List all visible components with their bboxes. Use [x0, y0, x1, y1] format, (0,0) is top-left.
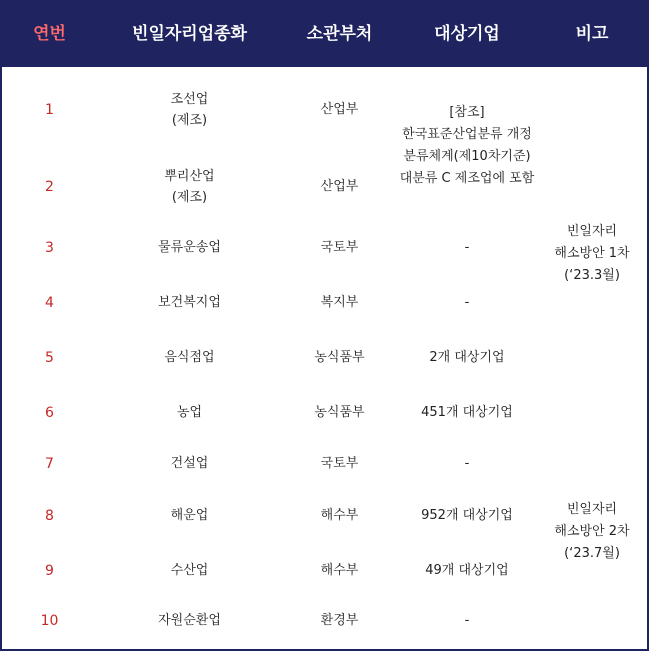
remark-line: 빈일자리: [566, 224, 618, 239]
reference-note: [397, 102, 537, 190]
ministry-name: 환경부: [320, 613, 359, 628]
industry-name: 음식점업: [164, 350, 215, 365]
row-number: 7: [45, 456, 54, 472]
ministry-name: 산업부: [320, 179, 359, 194]
target-count: -: [464, 456, 470, 471]
header-industry: 빈일자리업종화: [132, 24, 247, 44]
target-count: -: [464, 240, 470, 255]
industry-name: 물류운송업: [158, 240, 221, 255]
ministry-name: 복지부: [320, 295, 359, 310]
row-number: 6: [45, 405, 54, 421]
target-count: 2개 대상기업: [429, 350, 505, 365]
ministry-name: 농식품부: [314, 350, 365, 365]
ministry-name: 해수부: [320, 508, 359, 523]
remark-line: 빈일자리: [566, 502, 618, 517]
row-number: 2: [45, 179, 54, 195]
row-number: 5: [45, 350, 54, 366]
row-number: 1: [45, 102, 54, 118]
industry-subtype: (제조): [171, 113, 208, 128]
remark-phase1: [537, 221, 647, 287]
ministry-name: 산업부: [320, 102, 359, 117]
ministry-name: 국토부: [320, 240, 359, 255]
industry-name: 보건복지업: [158, 295, 221, 310]
target-count: 49개 대상기업: [425, 563, 509, 578]
target-count: 451개 대상기업: [421, 405, 513, 420]
ministry-name: 해수부: [320, 563, 359, 578]
header-target: 대상기업: [434, 24, 500, 44]
reference-note-line: 한국표준산업분류 개정: [402, 127, 532, 142]
remark-line: 해소방안 1차: [554, 246, 630, 261]
target-count: -: [464, 613, 470, 628]
reference-note-line: 분류체계(제10차기준): [403, 149, 531, 164]
industry-name: 해운업: [170, 508, 209, 523]
header-no: 연번: [33, 24, 66, 44]
industry-name: 농업: [176, 405, 203, 420]
ministry-name: 국토부: [320, 456, 359, 471]
row-number: 3: [45, 240, 54, 256]
row-number: 10: [40, 613, 59, 629]
row-number: 9: [45, 563, 54, 579]
row-number: 4: [45, 295, 54, 311]
header-ministry: 소관부처: [306, 24, 373, 44]
table-header: [2, 2, 647, 67]
remark-phase2: [537, 499, 647, 565]
ministry-name: 농식품부: [314, 405, 365, 420]
remark-line: (‘23.3월): [564, 268, 620, 283]
target-count: 952개 대상기업: [421, 508, 513, 523]
remark-line: (‘23.7월): [564, 546, 620, 561]
reference-note-line: [참조]: [449, 105, 485, 120]
remark-line: 해소방안 2차: [554, 524, 630, 539]
target-count: -: [464, 295, 470, 310]
industry-name: 뿌리산업: [164, 169, 215, 184]
row-number: 8: [45, 508, 54, 524]
industry-name: 조선업: [170, 92, 209, 107]
industry-subtype: (제조): [171, 190, 208, 205]
industry-name: 자원순환업: [158, 613, 221, 628]
industry-name: 건설업: [170, 456, 209, 471]
reference-note-line: 대분류 C 제조업에 포함: [399, 171, 535, 186]
header-remark: 비고: [575, 24, 609, 44]
industry-name: 수산업: [170, 563, 209, 578]
